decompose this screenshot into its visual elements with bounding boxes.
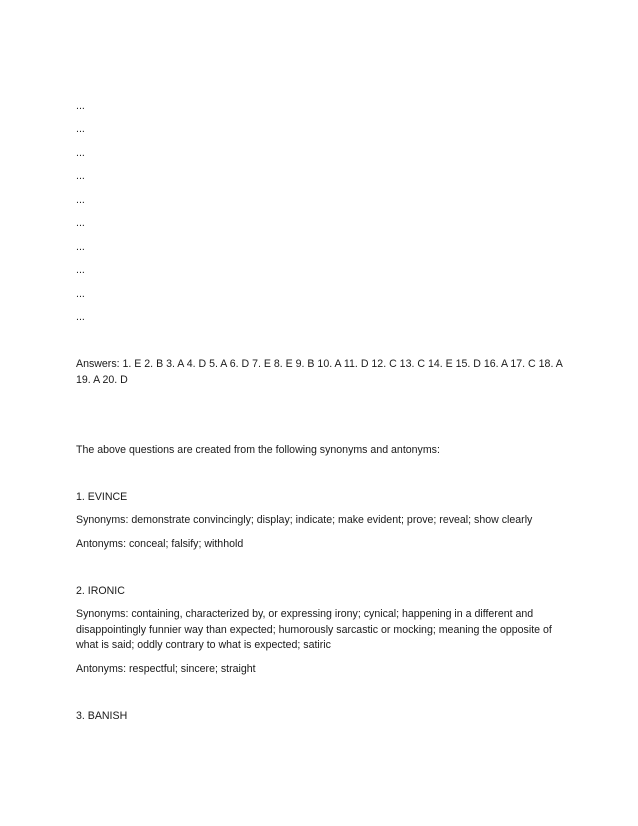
ellipsis-line: ... [76,241,85,253]
ellipsis-line: ... [76,311,85,323]
entry-antonyms: Antonyms: conceal; falsify; withhold [76,538,244,550]
intro-text: The above questions are created from the following synonyms and antonyms: [76,444,440,456]
entry-synonyms: Synonyms: demonstrate convincingly; display; indicate; make evident; prove; reveal; show clearly [76,514,533,526]
ellipsis-line: ... [76,288,85,300]
entry-heading: 3. BANISH [76,710,128,722]
answer-key: Answers: 1. E 2. B 3. A 4. D 5. A 6. D 7. E 8. E 9. B 10. A 11. D 12. C 13. C 14. E 15. D 16. A 17. C 18. A 19. A 20. D [76,358,563,386]
ellipsis-line: ... [76,123,85,135]
entry-synonyms: Synonyms: containing, characterized by, or expressing irony; cynical; happening in a different and disappointingly funnier way than expected; humorously sarcastic or mocking; meaning the opposite of what is said; oddly contrary to what is expected; satiric [76,608,552,651]
entry-antonyms: Antonyms: respectful; sincere; straight [76,663,256,675]
ellipsis-line: ... [76,264,85,276]
ellipsis-line: ... [76,147,85,159]
ellipsis-line: ... [76,100,85,112]
entry-heading: 1. EVINCE [76,491,128,503]
ellipsis-line: ... [76,217,85,229]
ellipsis-line: ... [76,194,85,206]
ellipsis-line: ... [76,170,85,182]
entry-heading: 2. IRONIC [76,585,125,597]
